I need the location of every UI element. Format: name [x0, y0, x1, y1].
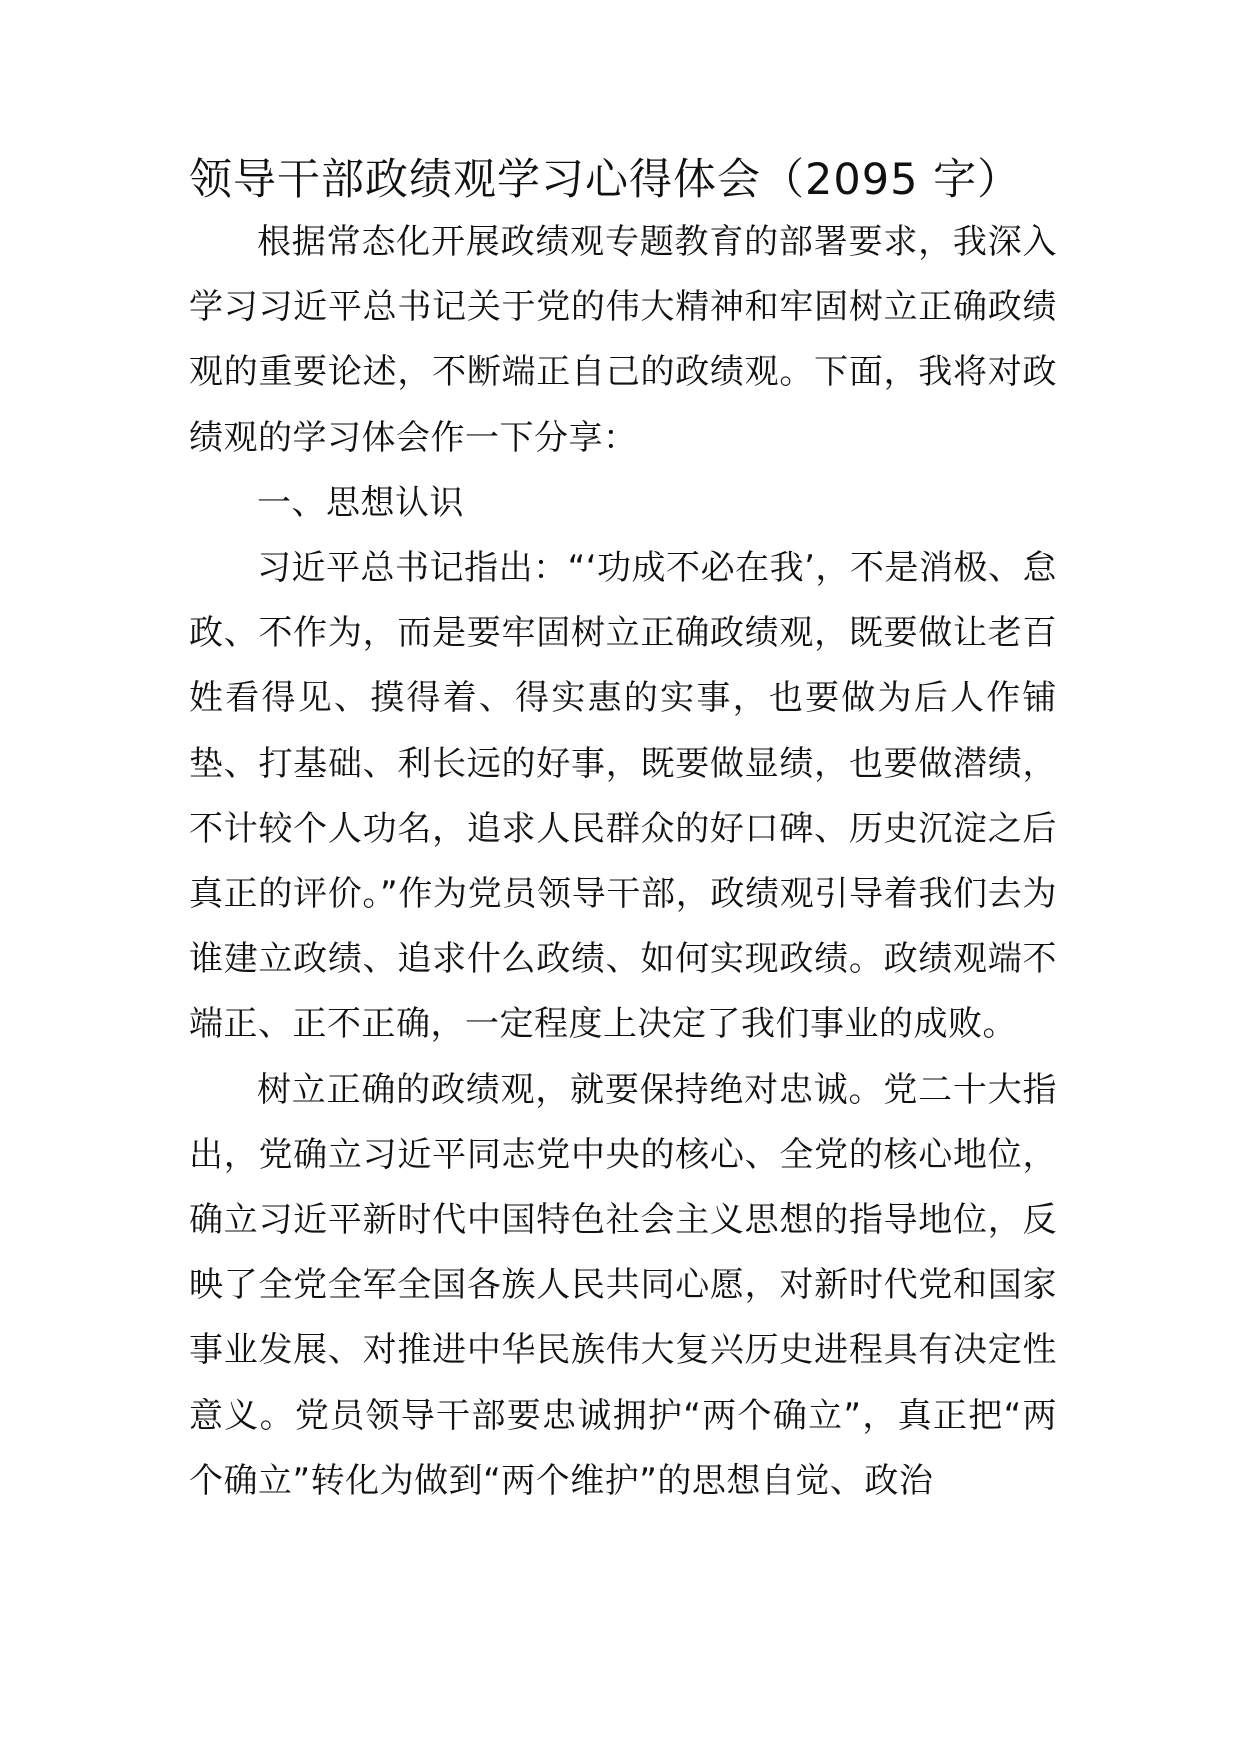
section-heading-1: 一、思想认识: [257, 482, 464, 523]
paragraph-intro: 根据常态化开展政绩观专题教育的部署要求，我深入学习习近平总书记关于党的伟大精神和牢固树立正确政绩观的重要论述，不断端正自己的政绩观。下面，我将对政绩观的学习体会作一下分享：: [189, 222, 1057, 458]
document-title: 领导干部政绩观学习心得体会（2095 字）: [189, 155, 1022, 205]
paragraph-loyalty: 树立正确的政绩观，就要保持绝对忠诚。党二十大指出，党确立习近平同志党中央的核心、全党的核心地位，确立习近平新时代中国特色社会主义思想的指导地位，反映了全党全军全国各族人民共同心愿，对新时代党和国家事业发展、对推进中华民族伟大复兴历史进程具有决定性意义。党员领导干部要忠诚拥护“两个确立”，真正把“两个确立”转化为做到“两个维护”的思想自觉、政治: [189, 1069, 1057, 1501]
document-page: [189, 150, 1057, 1514]
paragraph-quote: 习近平总书记指出：“‘功成不必在我’，不是消极、怠政、不作为，而是要牢固树立正确政绩观，既要做让老百姓看得见、摸得着、得实惠的实事，也要做为后人作铺垫、打基础、利长远的好事，既要做显绩，也要做潜绩，不计较个人功名，追求人民群众的好口碑、历史沉淀之后真正的评价。”作为党员领导干部，政绩观引导着我们去为谁建立政绩、追求什么政绩、如何实现政绩。政绩观端不端正、正不正确，一定程度上决定了我们事业的成败。: [189, 548, 1057, 1045]
